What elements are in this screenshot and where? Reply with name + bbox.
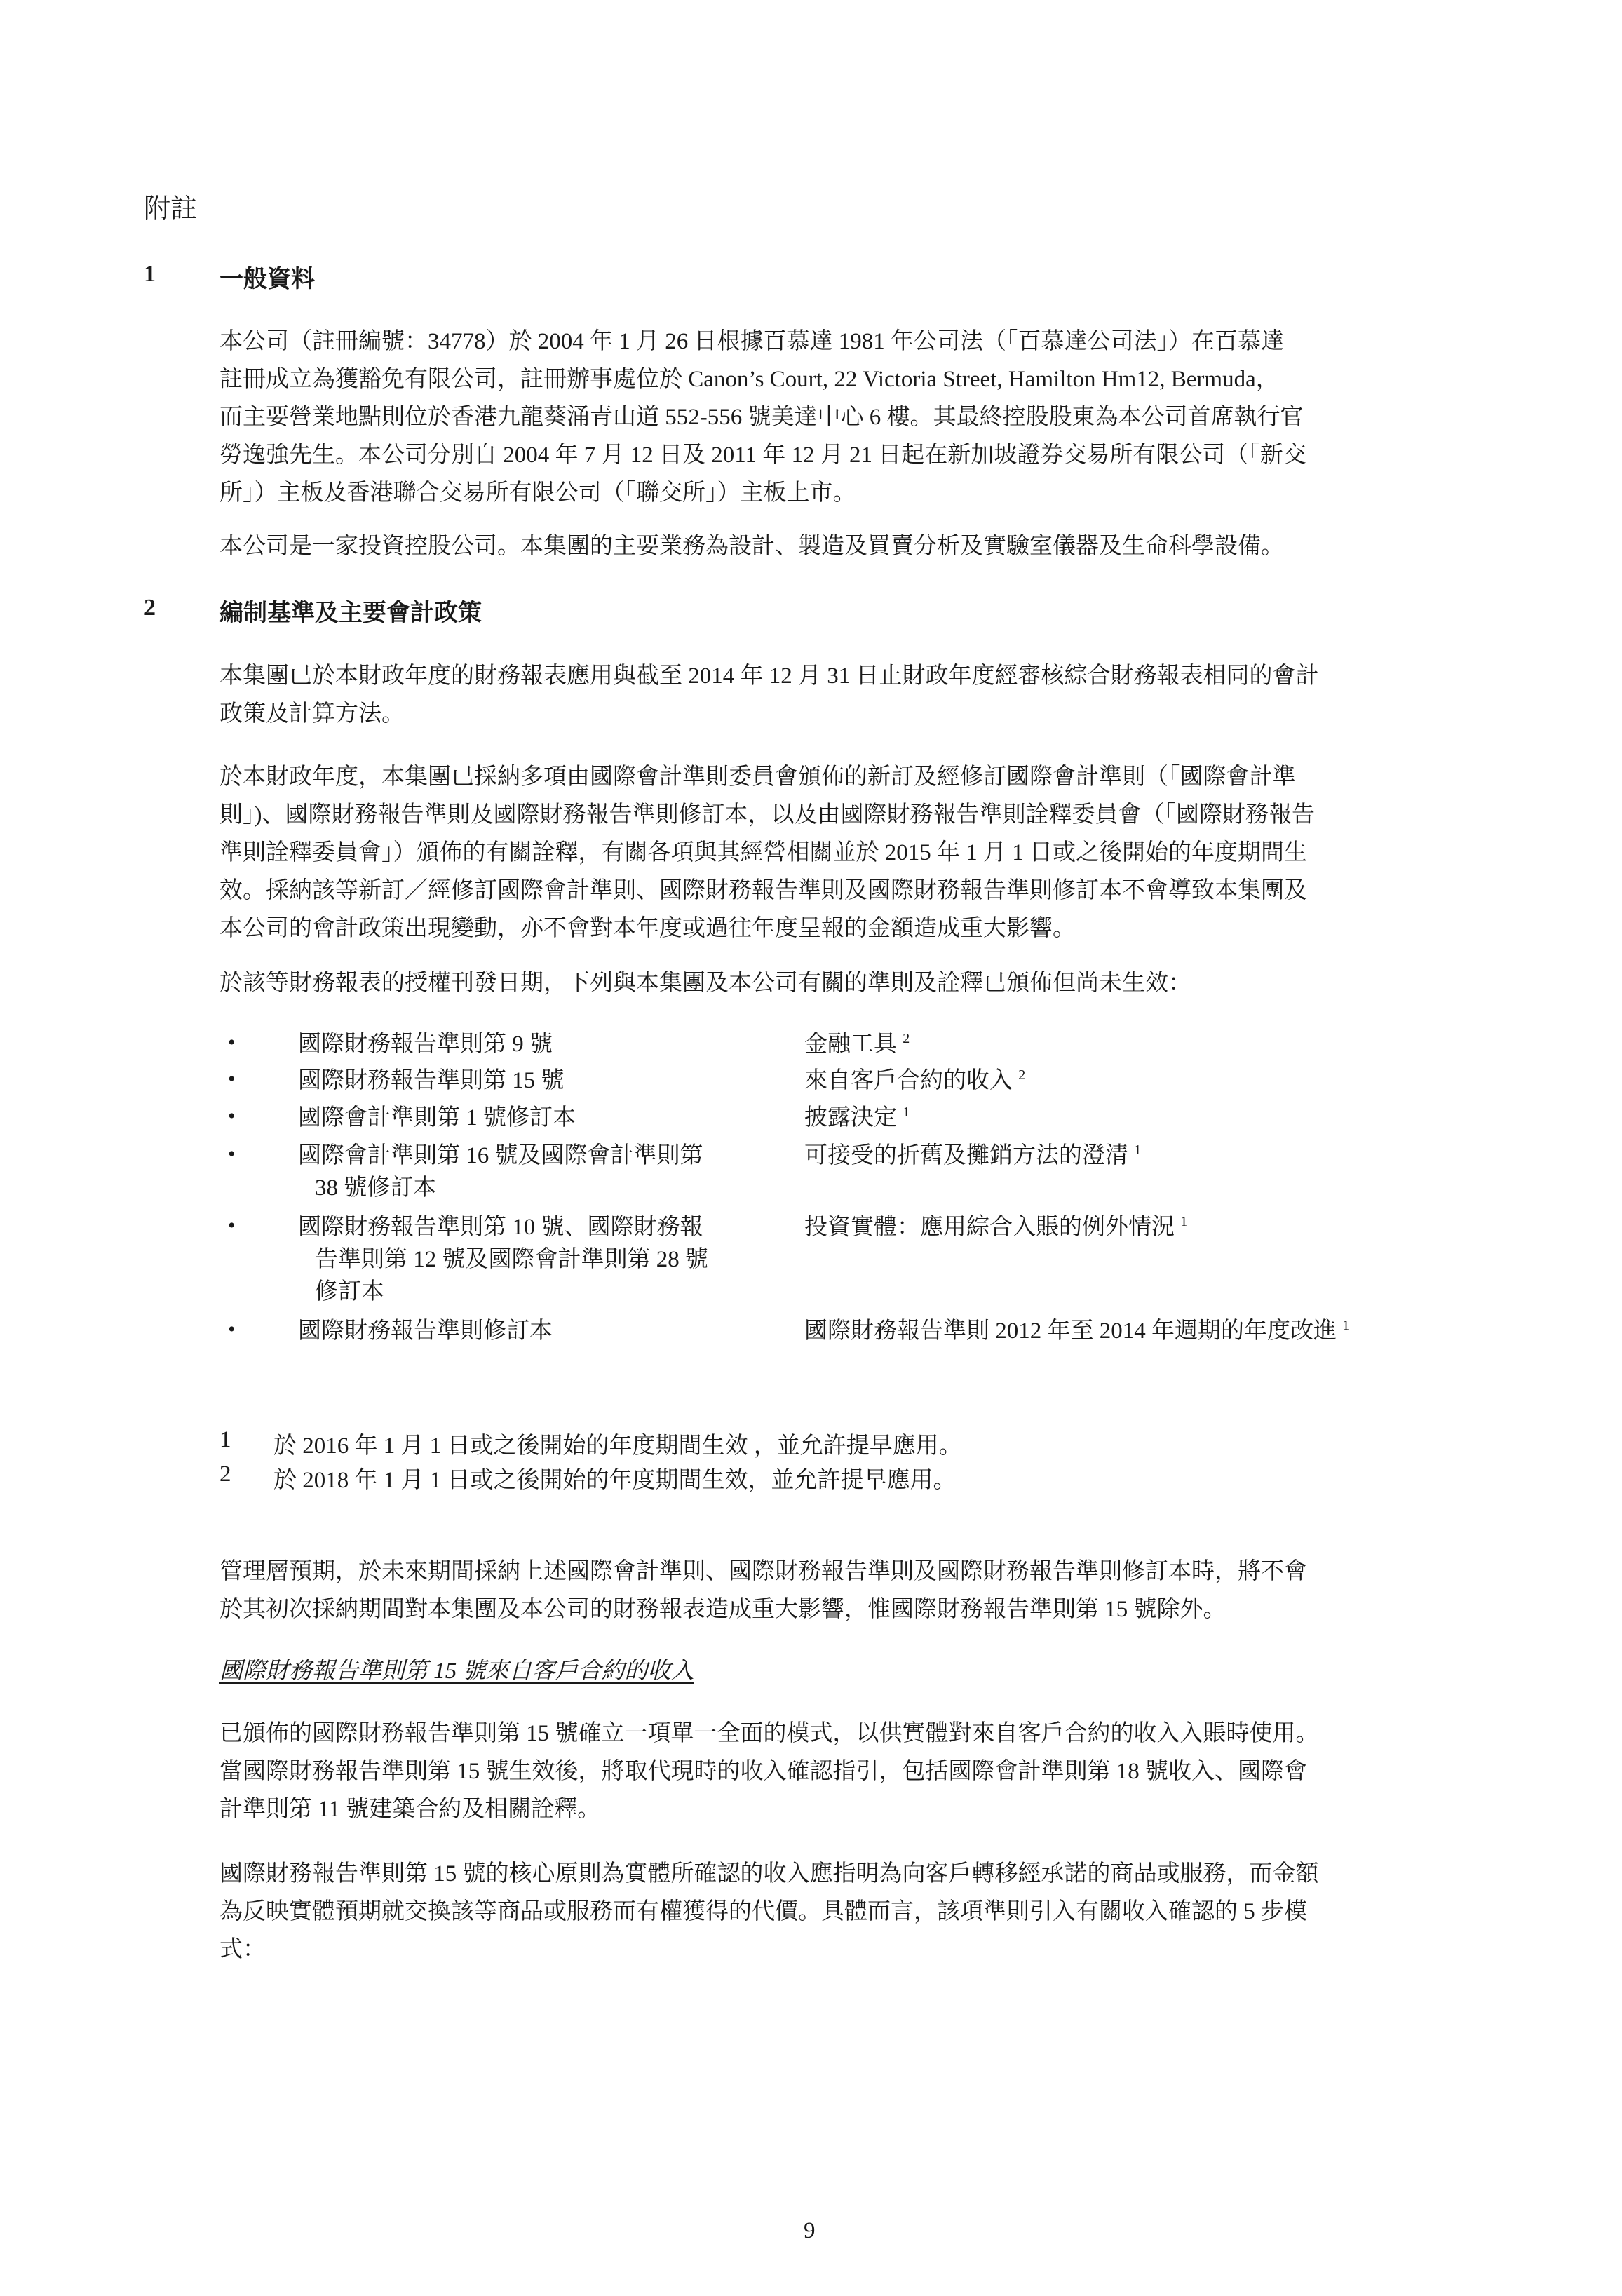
- section-2-number: 2: [144, 595, 156, 621]
- paragraph-management-expectation: 管理層預期，於未來期間採納上述國際會計準則、國際財務報告準則及國際財務報告準則修訂本時，將不會 於其初次採納期間對本集團及本公司的財務報表造成重大影響，惟國際財務報告準則第 15 號除外。: [219, 1559, 1307, 1622]
- section-1-number: 1: [144, 261, 156, 287]
- bullet-standard-left: 國際財務報告準則第 9 號: [298, 1032, 553, 1057]
- bullet-standard-right: 國際財務報告準則 2012 年至 2014 年週期的年度改進 $^1$: [804, 1318, 1350, 1344]
- footnote-number: 1: [219, 1427, 231, 1452]
- bullet-standard-left: 國際財務報告準則第 10 號、國際財務報 告準則第 12 號及國際會計準則第 28 號 修訂本: [298, 1215, 708, 1304]
- bullet-marker: •: [228, 1214, 236, 1237]
- paragraph-principal-activities: 本公司是一家投資控股公司。本集團的主要業務為設計、製造及買賣分析及實驗室儀器及生命科學設備。: [219, 534, 1284, 559]
- page-heading: 附註: [144, 193, 198, 224]
- paragraph-company-info: 本公司（註冊編號：34778）於 2004 年 1 月 26 日根據百慕達 1981 年公司法（「百慕達公司法」）在百慕達 註冊成立為獲豁免有限公司，註冊辦事處位於 Canon’s Court, 22 Victoria Street, Hamilton Hm12, Bermuda， 而主要營業地點則位於香港九龍葵涌青山道 552-556 號美達中心 6 樓。其最終控股股東為本公司首席執行官 勞逸強先生。本公司分別自 2004 年 7 月 12 日及 2011 年 12 月 21 日起在新加坡證券交易所有限公司（「新交 所」）主板及香港聯合交易所有限公司（「聯交所」）主板上市。: [219, 329, 1306, 506]
- page-number: 9: [804, 2218, 816, 2243]
- bullet-standard-left: 國際財務報告準則修訂本: [298, 1318, 553, 1344]
- section-1-title: 一般資料: [219, 265, 315, 293]
- bullet-marker: •: [228, 1142, 236, 1166]
- bullet-marker: •: [228, 1318, 236, 1341]
- bullet-standard-right: 金融工具 $^2$: [804, 1031, 910, 1057]
- bullet-standard-right: 投資實體：應用綜合入賬的例外情況 $^1$: [804, 1214, 1188, 1240]
- bullet-marker: •: [228, 1031, 236, 1054]
- bullet-standard-right: 可接受的折舊及攤銷方法的澄清 $^1$: [804, 1142, 1142, 1168]
- paragraph-basis: 本集團已於本財政年度的財務報表應用與截至 2014 年 12 月 31 日止財政年度經審核綜合財務報表相同的會計 政策及計算方法。: [219, 663, 1319, 727]
- bullet-standard-right: 披露決定 $^1$: [804, 1105, 910, 1130]
- paragraph-ifrs15-core-principle: 國際財務報告準則第 15 號的核心原則為實體所確認的收入應指明為向客戶轉移經承諾的商品或服務，而金額 為反映實體預期就交換該等商品或服務而有權獲得的代價。具體而言，該項準則引入有關收入確認的 5 步模 式：: [219, 1861, 1319, 1962]
- bullet-standard-left: 國際會計準則第 1 號修訂本: [298, 1105, 576, 1130]
- subheading-ifrs15: 國際財務報告準則第 15 號來自客戶合約的收入: [219, 1659, 694, 1684]
- paragraph-ifrs15-model: 已頒佈的國際財務報告準則第 15 號確立一項單一全面的模式，以供實體對來自客戶合約的收入入賬時使用。 當國際財務報告準則第 15 號生效後，將取代現時的收入確認指引，包括國際會計準則第 18 號收入、國際會 計準則第 11 號建築合約及相關詮釋。: [219, 1721, 1319, 1822]
- footnote-text: 於 2018 年 1 月 1 日或之後開始的年度期間生效，並允許提早應用。: [273, 1468, 957, 1493]
- paragraph-not-yet-effective: 於該等財務報表的授權刊發日期，下列與本集團及本公司有關的準則及詮釋已頒佈但尚未生效：: [219, 971, 1191, 996]
- bullet-marker: •: [228, 1067, 236, 1090]
- bullet-standard-left: 國際財務報告準則第 15 號: [298, 1068, 565, 1093]
- footnote-number: 2: [219, 1461, 231, 1487]
- footnote-text: 於 2016 年 1 月 1 日或之後開始的年度期間生效 ，並允許提早應用。: [273, 1433, 962, 1459]
- section-2-title: 編制基準及主要會計政策: [219, 599, 482, 627]
- bullet-marker: •: [228, 1105, 236, 1128]
- bullet-standard-left: 國際會計準則第 16 號及國際會計準則第 38 號修訂本: [298, 1143, 703, 1201]
- paragraph-adoption: 於本財政年度，本集團已採納多項由國際會計準則委員會頒佈的新訂及經修訂國際會計準則（「國際會計準 則」)、國際財務報告準則及國際財務報告準則修訂本，以及由國際財務報告準則詮釋委員會（「國際財務報告 準則詮釋委員會」）頒佈的有關詮釋，有關各項與其經營相關並於 2015 年 1 月 1 日或之後開始的年度期間生 效。採納該等新訂／經修訂國際會計準則、國際財務報告準則及國際財務報告準則修訂本不會導致本集團及 本公司的會計政策出現變動，亦不會對本年度或過往年度呈報的金額造成重大影響。: [219, 764, 1315, 941]
- bullet-standard-right: 來自客戶合約的收入 $^2$: [804, 1067, 1026, 1093]
